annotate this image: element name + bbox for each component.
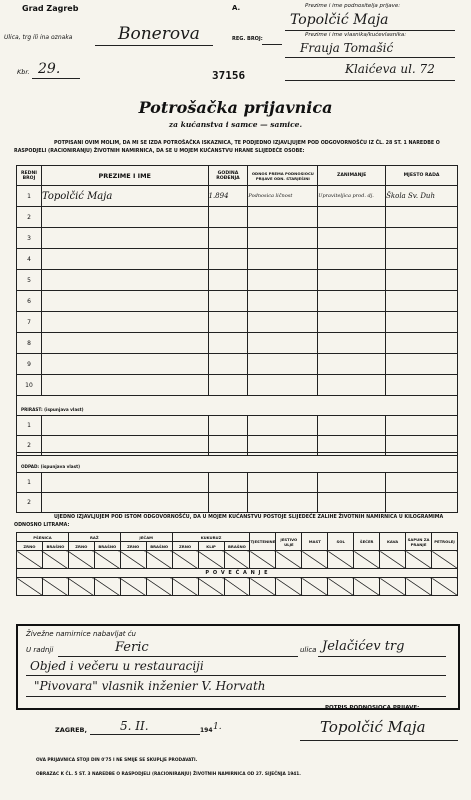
- owner-label: Prezime i ime vlasnika/kućevlasnika:: [305, 32, 407, 38]
- signature-line: [300, 740, 458, 741]
- stock-increase-cell[interactable]: [276, 578, 302, 596]
- table-row: [17, 186, 458, 207]
- note-line-2-rule: [26, 696, 446, 697]
- birth-year-cell[interactable]: [208, 333, 248, 354]
- stock-sub: KLIP: [198, 542, 224, 551]
- work-place-cell[interactable]: [386, 291, 458, 312]
- stock-value-cell[interactable]: [172, 551, 198, 569]
- stock-head-sugar: ŠEĆER: [354, 533, 380, 551]
- city-name: Grad Zagreb: [22, 4, 79, 13]
- footer-place: ZAGREB,: [55, 726, 87, 734]
- street-label: Ulica, trg ili ina oznaka: [4, 34, 73, 41]
- odpad-cell[interactable]: [386, 493, 458, 513]
- relation-cell[interactable]: [248, 270, 318, 291]
- work-place-cell[interactable]: [386, 249, 458, 270]
- birth-year-cell[interactable]: [208, 354, 248, 375]
- birth-year-cell[interactable]: [208, 207, 248, 228]
- odpad-cell[interactable]: [208, 473, 248, 493]
- prirast-row-no: 1: [17, 416, 42, 436]
- occupation-cell[interactable]: [318, 375, 386, 396]
- stock-sub: ZRNO: [120, 542, 146, 551]
- person-name-cell[interactable]: [41, 354, 208, 375]
- reg-label: REG. BROJ:: [232, 36, 263, 42]
- stock-head-coffee: KAVA: [380, 533, 406, 551]
- stock-increase-cell[interactable]: [120, 578, 146, 596]
- col-header-relation: ODNOS PREMA PODNOSIOCU PRIJAVE ODN. STARJEŠINI: [248, 166, 318, 186]
- relation-cell[interactable]: [248, 354, 318, 375]
- table-row: [17, 333, 458, 354]
- stock-increase-cell[interactable]: [198, 578, 224, 596]
- stock-increase-cell[interactable]: [380, 578, 406, 596]
- work-place-cell[interactable]: [386, 270, 458, 291]
- occupation-cell[interactable]: [318, 333, 386, 354]
- house-label: Kbr.: [17, 68, 30, 76]
- stock-value-cell[interactable]: [302, 551, 328, 569]
- odpad-cell[interactable]: [386, 473, 458, 493]
- prirast-cell[interactable]: [208, 416, 248, 436]
- table-row: [17, 291, 458, 312]
- person-name-cell[interactable]: [41, 375, 208, 396]
- purchase-street-value[interactable]: Jelačićev trg: [322, 639, 405, 654]
- odpad-label: ODPAD: (ispunjava vlast): [21, 464, 81, 469]
- owner-address[interactable]: Klaićeva ul. 72: [345, 62, 435, 76]
- stock-head-pasta: TJESTENINE: [250, 533, 276, 551]
- work-place-cell[interactable]: [386, 228, 458, 249]
- stock-group-wheat: PŠENICA: [17, 533, 69, 542]
- person-name-cell[interactable]: Topolčić Maja: [41, 186, 208, 207]
- house-value[interactable]: 29.: [38, 61, 61, 77]
- stock-head-salt: SOL: [328, 533, 354, 551]
- stock-increase-cell[interactable]: [328, 578, 354, 596]
- shop-line: [58, 656, 298, 657]
- purchase-street-label: ulica: [300, 646, 317, 654]
- relation-cell[interactable]: [248, 333, 318, 354]
- col-header-name: PREZIME I IME: [41, 166, 208, 186]
- stock-value-cell[interactable]: [17, 551, 43, 569]
- occupation-cell[interactable]: [318, 228, 386, 249]
- stock-head-petroleum: PETROLEJ: [432, 533, 458, 551]
- birth-year-cell[interactable]: [208, 249, 248, 270]
- person-name-cell[interactable]: [41, 333, 208, 354]
- row-number: 6: [17, 291, 42, 312]
- stock-sub: ZRNO: [68, 542, 94, 551]
- shop-label: U radnji: [26, 646, 54, 654]
- row-number: 3: [17, 228, 42, 249]
- table-row: [17, 249, 458, 270]
- person-name-cell[interactable]: [41, 207, 208, 228]
- stock-increase-cell[interactable]: [146, 578, 172, 596]
- work-place-cell[interactable]: [386, 354, 458, 375]
- stock-value-cell[interactable]: [432, 551, 458, 569]
- prirast-label: PRIRAST: (ispunjava vlast): [21, 407, 84, 412]
- stock-sub: BRAŠNO: [224, 542, 250, 551]
- street-line: [95, 45, 213, 46]
- prirast-cell[interactable]: [386, 416, 458, 436]
- stock-increase-cell[interactable]: [302, 578, 328, 596]
- footer-date[interactable]: 5. II.: [120, 719, 149, 733]
- stock-value-cell[interactable]: [68, 551, 94, 569]
- stock-increase-row: [17, 578, 458, 596]
- relation-cell[interactable]: [248, 375, 318, 396]
- stock-sub: BRAŠNO: [94, 542, 120, 551]
- purchase-street-line: [318, 656, 446, 657]
- work-place-cell[interactable]: [386, 375, 458, 396]
- prirast-cell[interactable]: [248, 416, 318, 436]
- serial-number: 37156: [212, 69, 246, 82]
- stock-increase-cell[interactable]: [432, 578, 458, 596]
- stock-increase-cell[interactable]: [42, 578, 68, 596]
- relation-cell[interactable]: [248, 207, 318, 228]
- note-line-2[interactable]: "Pivovara" vlasnik inženier V. Horvath: [34, 679, 266, 693]
- odpad-table: [16, 452, 458, 513]
- stock-sub: ZRNO: [17, 542, 43, 551]
- applicant-line: [285, 30, 455, 31]
- table-row: [17, 375, 458, 396]
- stock-value-cell[interactable]: [94, 551, 120, 569]
- odpad-cell[interactable]: [318, 493, 386, 513]
- owner-value[interactable]: Frauja Tomašić: [300, 41, 394, 55]
- odpad-row-no: 2: [17, 493, 42, 513]
- stock-value-cell[interactable]: [328, 551, 354, 569]
- prirast-cell[interactable]: [41, 416, 208, 436]
- row-number: 2: [17, 207, 42, 228]
- stock-table: [16, 532, 458, 596]
- stock-increase-cell[interactable]: [94, 578, 120, 596]
- persons-header-row: [17, 166, 458, 186]
- odpad-cell[interactable]: [318, 473, 386, 493]
- work-place-cell[interactable]: [386, 312, 458, 333]
- table-row: [17, 354, 458, 375]
- work-place-cell[interactable]: [386, 333, 458, 354]
- form-title: Potrošačka prijavnica: [138, 98, 333, 117]
- intro-text: POTPISANI OVIM MOLIM, DA MI SE IZDA POTROŠAČKA ISKAZNICA, TE PODJEDNO IZJAVLJUJEM POD ODGOVORNOŠĆU IZ ČL. 28 ST. 1 NAREDBE O RASPODJELI (RACIONIRANJU) ŽIVOTNIH NAMIRNICA, DA SE U MOJEM KUĆANSTVU HRANE SLIJEDEĆE OSOBE:: [14, 141, 440, 154]
- stock-value-cell[interactable]: [354, 551, 380, 569]
- person-name-cell[interactable]: [41, 270, 208, 291]
- stock-increase-cell[interactable]: [250, 578, 276, 596]
- table-row: [17, 270, 458, 291]
- stock-value-cell[interactable]: [224, 551, 250, 569]
- stock-value-cell[interactable]: [198, 551, 224, 569]
- applicant-label: Prezime i ime podnositelja prijave:: [305, 3, 401, 9]
- work-place-cell[interactable]: Škola Sv. Duh: [386, 186, 458, 207]
- relation-cell[interactable]: [248, 228, 318, 249]
- stock-value-cell[interactable]: [406, 551, 432, 569]
- stock-increase-cell[interactable]: [172, 578, 198, 596]
- col-header-year: GODINA ROĐENJA: [208, 166, 248, 186]
- persons-table: [16, 165, 458, 396]
- applicant-value[interactable]: Topolčić Maja: [290, 12, 389, 28]
- table-row: [17, 207, 458, 228]
- stock-value-cell[interactable]: [146, 551, 172, 569]
- row-number: 8: [17, 333, 42, 354]
- stock-sub: BRAŠNO: [146, 542, 172, 551]
- row-number: 9: [17, 354, 42, 375]
- row-number: 7: [17, 312, 42, 333]
- person-name-cell[interactable]: [41, 249, 208, 270]
- odpad-cell[interactable]: [41, 493, 208, 513]
- occupation-cell[interactable]: [318, 207, 386, 228]
- odpad-cell[interactable]: [248, 493, 318, 513]
- footer-year-prefix: 194: [200, 727, 213, 734]
- odpad-cell[interactable]: [41, 473, 208, 493]
- occupation-cell[interactable]: [318, 249, 386, 270]
- occupation-cell[interactable]: [318, 354, 386, 375]
- section-letter: A.: [232, 4, 241, 12]
- occupation-cell[interactable]: Upraviteljica prod. dj.: [318, 186, 386, 207]
- col-header-no: REDNI BROJ: [17, 166, 42, 186]
- signature-label: POTPIS PODNOSIOCA PRIJAVE:: [325, 705, 420, 711]
- row-number: 4: [17, 249, 42, 270]
- note-line-1[interactable]: Objed i večeru u restauraciji: [30, 659, 204, 673]
- stock-increase-cell[interactable]: [68, 578, 94, 596]
- house-line: [32, 78, 80, 79]
- prirast-cell[interactable]: [318, 416, 386, 436]
- stock-value-cell[interactable]: [380, 551, 406, 569]
- purchase-label: Živežne namirnice nabavljat ću: [26, 630, 136, 638]
- birth-year-cell[interactable]: [208, 312, 248, 333]
- stock-group-barley: JEČAM: [120, 533, 172, 542]
- form-subtitle: za kućanstva i samce — samice.: [168, 120, 303, 129]
- stock-head-soap: SAPUN ZA PRANJE: [406, 533, 432, 551]
- note-line-1-rule: [26, 675, 446, 676]
- stock-value-cell[interactable]: [250, 551, 276, 569]
- stock-values-row: [17, 551, 458, 569]
- stock-group-corn: KUKURUZ: [172, 533, 250, 542]
- odpad-cell[interactable]: [248, 473, 318, 493]
- col-header-work: MJESTO RADA: [386, 166, 458, 186]
- row-number: 5: [17, 270, 42, 291]
- stock-text: UJEDNO IZJAVLJUJEM POD ISTOM ODGOVORNOŠĆU, DA U MOJEM KUĆANSTVU POSTOJE SLIJEDEĆE ZALIHE ŽIVOTNIH NAMIRNICA U KILOGRAMIMA ODNOSNO LITRAMA:: [14, 515, 444, 528]
- odpad-row-no: 1: [17, 473, 42, 493]
- birth-year-cell[interactable]: [208, 270, 248, 291]
- stock-group-row: [17, 533, 458, 542]
- prirast-table: [16, 395, 458, 456]
- row-number: 10: [17, 375, 42, 396]
- stock-value-cell[interactable]: [120, 551, 146, 569]
- footer-note-1: OVA PRIJAVNICA STOJI DIN 0'75 I NE SMIJE SE SKUPLJE PRODAVATI.: [36, 758, 198, 763]
- stock-increase-cell[interactable]: [406, 578, 432, 596]
- person-name-cell[interactable]: [41, 312, 208, 333]
- stock-sub: ZRNO: [172, 542, 198, 551]
- stock-increase-cell[interactable]: [354, 578, 380, 596]
- col-header-occupation: ZANIMANJE: [318, 166, 386, 186]
- street-value[interactable]: Bonerova: [118, 24, 200, 44]
- work-place-cell[interactable]: [386, 207, 458, 228]
- stock-value-cell[interactable]: [42, 551, 68, 569]
- birth-year-cell[interactable]: [208, 291, 248, 312]
- person-name-cell[interactable]: [41, 291, 208, 312]
- owner-line: [285, 57, 455, 58]
- prirast-row-no: 2: [17, 436, 42, 456]
- relation-cell[interactable]: [248, 312, 318, 333]
- birth-year-cell[interactable]: [208, 375, 248, 396]
- stock-group-rye: RAŽ: [68, 533, 120, 542]
- footer-date-line: [90, 734, 200, 735]
- person-name-cell[interactable]: [41, 228, 208, 249]
- relation-cell[interactable]: [248, 249, 318, 270]
- reg-line: [262, 44, 282, 45]
- odpad-cell[interactable]: [208, 493, 248, 513]
- table-row: [17, 228, 458, 249]
- signature-value[interactable]: Topolčić Maja: [320, 718, 426, 736]
- footer-year-digit[interactable]: 1.: [213, 722, 222, 732]
- stock-head-oil: JESTIVO ULJE: [276, 533, 302, 551]
- occupation-cell[interactable]: [318, 270, 386, 291]
- occupation-cell[interactable]: [318, 312, 386, 333]
- stock-head-lard: MAST: [302, 533, 328, 551]
- birth-year-cell[interactable]: [208, 228, 248, 249]
- stock-increase-label: P O V E Ć A N J E: [17, 569, 458, 578]
- shop-value[interactable]: Feric: [115, 640, 149, 655]
- stock-increase-cell[interactable]: [224, 578, 250, 596]
- occupation-cell[interactable]: [318, 291, 386, 312]
- row-number: 1: [17, 186, 42, 207]
- relation-cell[interactable]: Podnosica ličnost: [248, 186, 318, 207]
- table-row: [17, 312, 458, 333]
- stock-increase-cell[interactable]: [17, 578, 43, 596]
- footer-note-2: OBRAZAC K ČL. 5 ST. 3 NAREDBE O RASPODJELI (RACIONIRANJU) ŽIVOTNIH NAMIRNICA OD 27. SIJEČNJA 1941.: [36, 772, 301, 777]
- owner-address-line: [285, 80, 455, 81]
- stock-sub: BRAŠNO: [42, 542, 68, 551]
- relation-cell[interactable]: [248, 291, 318, 312]
- stock-value-cell[interactable]: [276, 551, 302, 569]
- birth-year-cell[interactable]: 1.894: [208, 186, 248, 207]
